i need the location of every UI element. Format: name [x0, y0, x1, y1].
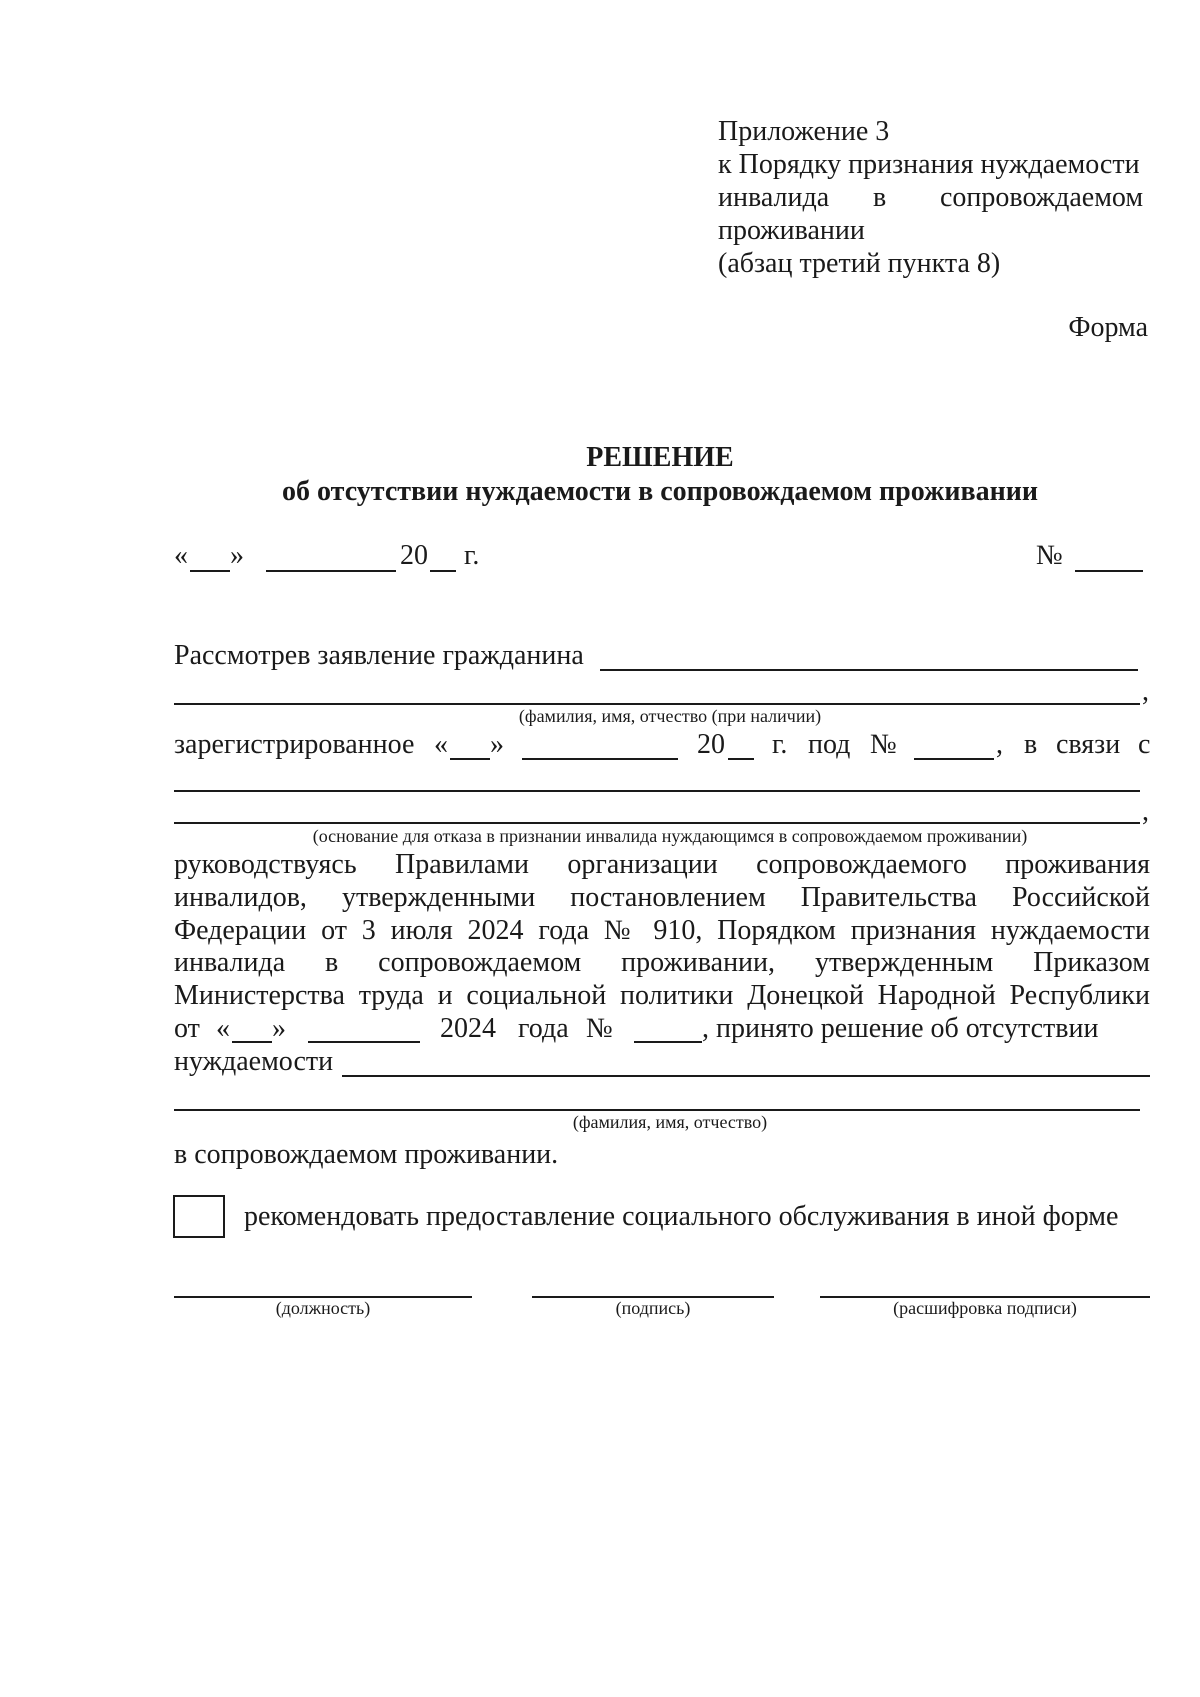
reg-open-quote: « — [434, 729, 448, 760]
registered-word: зарегистрированное — [174, 729, 415, 760]
reg-day-field[interactable] — [450, 758, 490, 760]
number-sign: № — [1036, 540, 1063, 571]
body-line-4: инвалида в сопровождаемом проживании, утвержденным Приказом — [174, 947, 1150, 978]
reg-year-suffix: г. — [772, 729, 788, 760]
date-open-quote: « — [174, 540, 188, 571]
body-ot: от — [174, 1013, 200, 1044]
reg-v: в — [1024, 729, 1038, 760]
person-caption: (фамилия, имя, отчество) — [572, 1112, 768, 1132]
appendix-line-4: проживании — [718, 215, 865, 246]
day-field[interactable] — [190, 570, 230, 572]
body-line-2: инвалидов, утвержденными постановлением Правительства Российской — [174, 882, 1150, 913]
reg-month-field[interactable] — [522, 758, 678, 760]
person-name-field-2[interactable] — [174, 1109, 1140, 1111]
reg-year-field[interactable] — [728, 758, 754, 760]
document-title: РЕШЕНИЕ — [586, 442, 734, 473]
signature-caption: (подпись) — [615, 1298, 691, 1318]
month-field[interactable] — [266, 570, 396, 572]
appendix-line-1: Приложение 3 — [718, 116, 890, 147]
reg-s: с — [1138, 729, 1151, 760]
order-month-field[interactable] — [308, 1041, 420, 1043]
appendix-line-3a: инвалида — [718, 182, 830, 213]
body-line-3: Федерации от 3 июля 2024 года № 910, Порядком признания нуждаемости — [174, 915, 1150, 946]
year-prefix: 20 — [400, 540, 428, 571]
body-goda: года — [518, 1013, 569, 1044]
applicant-lead: Рассмотрев заявление гражданина — [174, 640, 584, 671]
appendix-line-5: (абзац третий пункта 8) — [718, 248, 1001, 279]
basis-caption: (основание для отказа в признании инвалида нуждающимся в сопровождаемом проживании) — [312, 826, 1028, 846]
body-line-6-rest: , принято решение об отсутствии — [702, 1013, 1099, 1044]
applicant-caption: (фамилия, имя, отчество (при наличии) — [518, 706, 822, 726]
appendix-line-3c: сопровождаемом — [940, 182, 1144, 213]
document-subtitle: об отсутствии нуждаемости в сопровождаемом проживании — [281, 476, 1038, 507]
date-close-quote: » — [230, 540, 244, 571]
form-label: Форма — [1068, 312, 1148, 343]
order-number-field[interactable] — [634, 1041, 702, 1043]
applicant-name-field-2[interactable] — [174, 703, 1140, 705]
transcript-caption: (расшифровка подписи) — [893, 1298, 1077, 1318]
appendix-line-3b: в — [873, 182, 887, 213]
reg-year-prefix: 20 — [697, 729, 725, 760]
order-day-field[interactable] — [232, 1041, 272, 1043]
reg-under: под — [808, 729, 851, 760]
reg-close-quote: » — [490, 729, 504, 760]
recommend-checkbox[interactable] — [173, 1195, 225, 1238]
appendix-line-2: к Порядку признания нуждаемости — [718, 149, 1140, 180]
position-caption: (должность) — [275, 1298, 371, 1318]
reg-number-field[interactable] — [914, 758, 994, 760]
person-name-field-1[interactable] — [342, 1075, 1150, 1077]
body-year: 2024 — [440, 1013, 496, 1044]
applicant-comma: , — [1142, 676, 1149, 707]
body-line-5: Министерства труда и социальной политики Донецкой Народной Республики — [174, 980, 1150, 1011]
reg-num-sign: № — [870, 729, 897, 760]
decision-number-field[interactable] — [1075, 570, 1143, 572]
reg-svyazi: связи — [1056, 729, 1121, 760]
basis-field-1[interactable] — [174, 790, 1140, 792]
basis-field-2[interactable] — [174, 822, 1140, 824]
body-line-1: руководствуясь Правилами организации сопровождаемого проживания — [174, 849, 1150, 880]
body-num-sign: № — [586, 1013, 613, 1044]
year-field[interactable] — [430, 570, 456, 572]
applicant-name-field[interactable] — [600, 669, 1138, 671]
reg-comma: , — [996, 729, 1003, 760]
body-line-7: нуждаемости — [174, 1046, 334, 1077]
tail-text: в сопровождаемом проживании. — [174, 1139, 559, 1170]
year-suffix: г. — [464, 540, 480, 571]
body-open-quote: « — [216, 1013, 230, 1044]
basis-comma: , — [1142, 796, 1149, 827]
body-close-quote: » — [272, 1013, 286, 1044]
checkbox-label: рекомендовать предоставление социального обслуживания в иной форме — [244, 1201, 1119, 1232]
